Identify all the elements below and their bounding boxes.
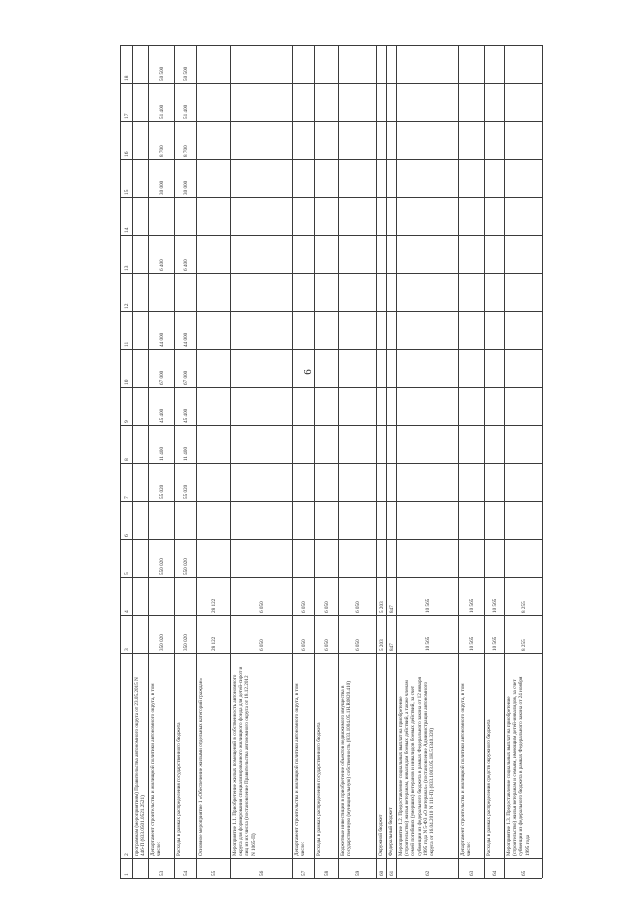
- row-name-line: Основное мероприятие 1 «Обеспечение жилыми отдельных категорий граждан»: [198, 677, 204, 856]
- header-column-number: 4: [124, 610, 130, 613]
- header-column-number: 17: [124, 113, 130, 119]
- row-value-col-3: 350 020: [183, 634, 189, 651]
- row-name-line: Расходы в рамках распределения государственного бюджета: [176, 722, 182, 856]
- row-name-line: субвенции из федерального бюджета в рамках Федерального закона от 24 ноября: [518, 676, 525, 856]
- row-value-col-18: 50 500: [183, 66, 189, 81]
- table-grid-line: [376, 45, 377, 878]
- table-grid-line: [120, 425, 542, 426]
- table-grid-line: [484, 45, 485, 878]
- table-grid-line: [120, 45, 542, 46]
- row-name-line: Бюджетные инвестиции в приобретение объектов недвижимого имущества в: [340, 685, 346, 856]
- table-grid-line: [120, 121, 542, 122]
- row-name-line: Мероприятие 1.3. Предоставление социальных выплат на приобретение: [506, 696, 512, 856]
- row-value-col-11: 44 000: [159, 332, 165, 347]
- row-value-col-9: 45 400: [159, 408, 165, 423]
- row-number: 56: [259, 870, 265, 876]
- header-column-number: 13: [124, 265, 130, 271]
- row-number: 53: [159, 870, 165, 876]
- table-grid-line: [120, 463, 542, 464]
- row-value-col-3: 6 050: [259, 639, 265, 651]
- page-number: 6: [302, 369, 314, 375]
- row-value-col-3: 6 050: [301, 639, 307, 651]
- row-value-col-4: 6 050: [259, 601, 265, 613]
- row-name-line: Расходы в рамках распределения государственного бюджета: [316, 722, 322, 856]
- row-name-line: 1995 года N 5-ФЗ «О ветеранах» (постановление Администрации автономного: [422, 681, 429, 856]
- row-value-col-3: 5 203: [379, 639, 385, 651]
- row-value-col-3: 28 122: [211, 636, 217, 651]
- row-value-col-5: 550 020: [183, 558, 189, 575]
- header-column-number: 11: [124, 341, 130, 347]
- row-value-col-4: 847: [389, 605, 395, 613]
- row-name-line: числе:: [300, 841, 307, 856]
- row-value-col-8: 11 400: [183, 446, 189, 461]
- row-number: 65: [521, 870, 527, 876]
- header-column-number: 14: [124, 227, 130, 233]
- row-value-col-4: 5 203: [379, 601, 385, 613]
- row-name-line: (строительство) жилья ветеранам, инвалидам боевых действий, а также членам: [404, 680, 411, 856]
- row-name-line: семей погибших (умерших) ветеранов и инвалидов боевых действий, за счет: [410, 685, 417, 856]
- header-column-number: 8: [124, 458, 130, 461]
- row-value-col-3: 847: [389, 643, 395, 651]
- row-value-col-4: 28 122: [211, 598, 217, 613]
- row-number: 59: [355, 870, 361, 876]
- row-name-line: лиц из их числа (постановление Правительства автономного округа от 18.12.2012: [244, 675, 251, 856]
- row-value-col-10: 67 000: [183, 370, 189, 385]
- table-grid-line: [120, 235, 542, 236]
- table-grid-line: [120, 45, 121, 878]
- row-value-col-18: 50 500: [159, 66, 165, 81]
- row-value-col-4: 10 565: [425, 598, 431, 613]
- table-grid-line: [120, 539, 542, 540]
- row-value-col-3: 10 565: [425, 636, 431, 651]
- row-number: 54: [183, 870, 189, 876]
- row-number: 62: [425, 870, 431, 876]
- row-value-col-4: 8 255: [521, 601, 527, 613]
- table-grid-line: [396, 45, 397, 878]
- header-column-number: 6: [124, 534, 130, 537]
- table-grid-line: [120, 501, 542, 502]
- row-name-line: Мероприятие 1.2. Предоставление социальных выплат на приобретение: [398, 696, 404, 856]
- table-grid-line: [458, 45, 459, 878]
- row-value-col-5: 550 020: [159, 558, 165, 575]
- row-value-col-7: 55 020: [183, 484, 189, 499]
- table-grid-line: [386, 45, 387, 878]
- table-grid-line: [120, 349, 542, 350]
- table-grid-line: [120, 83, 542, 84]
- row-name-line: Департамент строительства и жилищной политики автономного округа, в том: [294, 683, 300, 856]
- table-grid-line: [120, 858, 542, 859]
- row-value-col-4: 10 565: [469, 598, 475, 613]
- row-value-col-4: 6 050: [355, 601, 361, 613]
- row-name-line: N 1065-П): [250, 833, 257, 856]
- row-name-line: программам (мероприятиям) Правительства автономного округа от 23.05.2015 N: [134, 677, 140, 856]
- row-name-line: числе:: [466, 841, 473, 856]
- table-grid-line: [174, 45, 175, 878]
- row-number: 55: [211, 870, 217, 876]
- row-name-line: округа для формирования специализированного жилищного фонда для детей-сирот и: [238, 666, 245, 856]
- row-value-col-3: 10 565: [469, 636, 475, 651]
- row-value-col-7: 55 020: [159, 484, 165, 499]
- table-grid-line: [148, 45, 149, 878]
- table-grid-line: [120, 197, 542, 198]
- header-column-number: 10: [124, 379, 130, 385]
- table-grid-line: [120, 653, 542, 654]
- row-value-col-11: 44 000: [183, 332, 189, 347]
- row-number: 63: [469, 870, 475, 876]
- row-value-col-16: 8 700: [183, 145, 189, 157]
- row-name-line: числе:: [156, 841, 163, 856]
- row-number: 58: [324, 870, 330, 876]
- table-grid-line: [196, 45, 197, 878]
- row-name-line: субвенции из федерального бюджета в рамках Федерального закона от 12 января: [416, 677, 423, 856]
- table-grid-line: [120, 273, 542, 274]
- table-grid-line: [504, 45, 505, 878]
- header-column-number: 1: [124, 873, 130, 876]
- row-name-line: Расходы в рамках распределения средств окружного бюджета: [486, 719, 492, 856]
- table-grid-line: [132, 45, 133, 878]
- row-value-col-4: 6 050: [324, 601, 330, 613]
- row-value-col-3: 350 020: [159, 634, 165, 651]
- row-value-col-3: 8 255: [521, 639, 527, 651]
- row-number: 57: [301, 870, 307, 876]
- row-value-col-3: 6 050: [355, 639, 361, 651]
- row-name-line: государственную (муниципальную) собственность (833.1004.05.1Н.R0820.410): [346, 681, 353, 856]
- header-column-number: 16: [124, 151, 130, 157]
- header-column-number: 7: [124, 496, 130, 499]
- table-grid-line: [120, 878, 542, 879]
- row-value-col-3: 6 050: [324, 639, 330, 651]
- row-value-col-17: 51 400: [183, 104, 189, 119]
- row-name-line: Окружной бюджет: [378, 814, 384, 856]
- header-column-number: 5: [124, 572, 130, 575]
- table-grid-line: [120, 159, 542, 160]
- header-column-number: 18: [124, 75, 130, 81]
- row-value-col-9: 45 400: [183, 408, 189, 423]
- header-column-number: 3: [124, 648, 130, 651]
- row-value-col-4: 6 050: [301, 601, 307, 613]
- row-value-col-17: 51 400: [159, 104, 165, 119]
- table-grid-line: [120, 387, 542, 388]
- header-column-number: 2: [124, 853, 130, 856]
- budget-table: [120, 45, 531, 876]
- row-value-col-16: 8 700: [159, 145, 165, 157]
- table-grid-line: [230, 45, 231, 878]
- row-name-line: 446-П (833.0501.0521.2521): [140, 795, 147, 856]
- row-value-col-10: 67 000: [159, 370, 165, 385]
- row-number: 60: [379, 870, 385, 876]
- table-grid-line: [314, 45, 315, 878]
- row-value-col-13: 6 400: [183, 259, 189, 271]
- row-value-col-15: 30 000: [159, 180, 165, 195]
- row-value-col-8: 11 400: [159, 446, 165, 461]
- row-value-col-3: 10 565: [492, 636, 498, 651]
- row-name-line: Федеральный бюджет: [388, 807, 394, 856]
- header-column-number: 15: [124, 189, 130, 195]
- row-value-col-13: 6 400: [159, 259, 165, 271]
- row-name-line: (строительство) жилья ветеранам и семьям, имеющим детей-инвалидов, за счет: [512, 679, 519, 856]
- table-grid-line: [120, 615, 542, 616]
- row-name-line: Департамент строительства и жилищной политики автономного округа, в том: [460, 683, 466, 856]
- header-column-number: 12: [124, 303, 130, 309]
- row-number: 64: [492, 870, 498, 876]
- table-grid-line: [338, 45, 339, 878]
- row-value-col-15: 30 000: [183, 180, 189, 195]
- table-grid-line: [292, 45, 293, 878]
- table-grid-line: [542, 45, 543, 878]
- row-name-line: Департамент строительства и жилищной политики автономного округа, в том: [150, 683, 156, 856]
- row-name-line: округа от 16.04.2010 N 111-П) (833.1003.05.1Н.51340.320): [429, 728, 435, 856]
- row-number: 61: [389, 870, 395, 876]
- header-column-number: 9: [124, 420, 130, 423]
- row-value-col-4: 10 565: [492, 598, 498, 613]
- table-grid-line: [120, 577, 542, 578]
- table-grid-line: [120, 311, 542, 312]
- row-name-line: 1995 года: [524, 834, 531, 856]
- row-name-line: Мероприятие 1.1. Приобретение жилых помещений в собственность автономного: [232, 674, 238, 856]
